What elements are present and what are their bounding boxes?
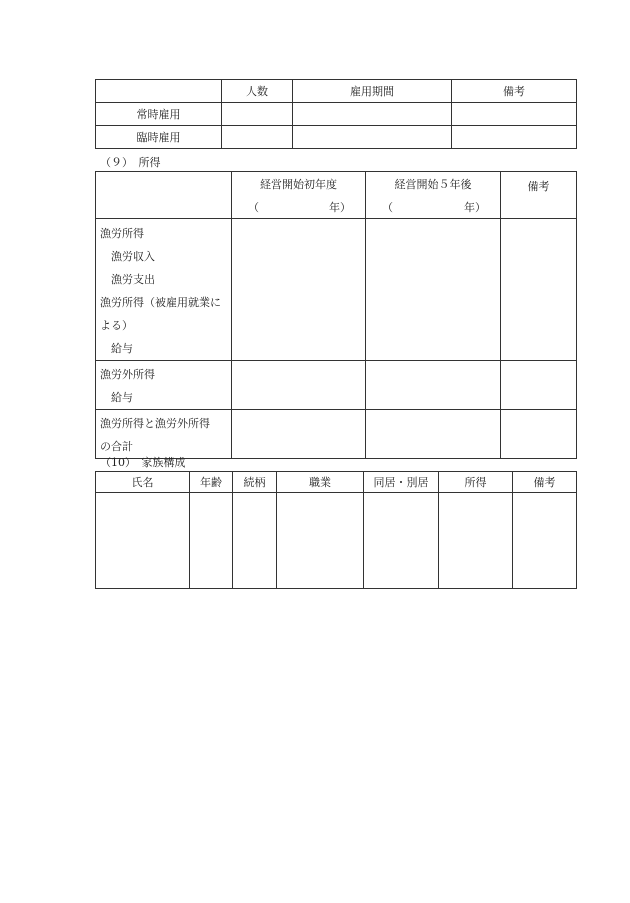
- income-cell: [232, 219, 366, 361]
- family-cell: [439, 493, 513, 589]
- family-section-label: （10） 家族構成: [100, 456, 186, 469]
- non-fishing-income-label: 漁労外所得: [100, 368, 155, 381]
- income-table: [95, 171, 577, 459]
- income-cell: [501, 361, 577, 410]
- employment-row-temporary: 臨時雇用: [96, 126, 222, 149]
- family-header-relation: 続柄: [233, 472, 277, 493]
- employment-cell: [293, 126, 452, 149]
- family-cell: [190, 493, 233, 589]
- income-section-label: （９） 所得: [100, 156, 161, 169]
- family-header-cohabitation: 同居・別居: [364, 472, 439, 493]
- family-cell: [513, 493, 577, 589]
- non-fishing-salary-label: 給与: [100, 391, 133, 404]
- year-paren-close: 年）: [464, 201, 486, 214]
- income-cell: [366, 410, 501, 459]
- total-income-label-cont: の合計: [100, 440, 133, 453]
- income-cell: [366, 361, 501, 410]
- income-cell: [232, 361, 366, 410]
- fishing-employed-label: 漁労所得（被雇用就業に: [100, 296, 221, 309]
- total-income-label: 漁労所得と漁労外所得: [100, 417, 210, 430]
- employment-cell: [222, 103, 293, 126]
- family-header-remarks: 備考: [513, 472, 577, 493]
- family-cell: [96, 493, 190, 589]
- income-header-first-year: [232, 172, 366, 219]
- employment-cell: [452, 126, 577, 149]
- family-header-name: 氏名: [96, 472, 190, 493]
- income-group-non-fishing: [96, 361, 232, 410]
- fishing-income-label: 漁労所得: [100, 227, 144, 240]
- family-cell: [364, 493, 439, 589]
- fishing-revenue-label: 漁労収入: [100, 250, 155, 263]
- first-year-label: 経営開始初年度: [260, 178, 337, 191]
- income-cell: [501, 410, 577, 459]
- income-header-remarks: 備考: [501, 172, 577, 219]
- income-group-fishing: [96, 219, 232, 361]
- employment-cell: [293, 103, 452, 126]
- employment-table: [95, 79, 577, 149]
- employment-header-count: 人数: [222, 80, 293, 103]
- fifth-year-label: 経営開始５年後: [394, 178, 472, 191]
- family-cell: [233, 493, 277, 589]
- family-table: [95, 471, 577, 589]
- year-paren-open: （: [382, 201, 393, 214]
- family-header-age: 年齢: [190, 472, 233, 493]
- fishing-employed-label-cont: よる）: [100, 319, 133, 332]
- fishing-salary-label: 給与: [100, 342, 133, 355]
- employment-header-remarks: 備考: [452, 80, 577, 103]
- family-cell: [277, 493, 364, 589]
- income-header-blank: [96, 172, 232, 219]
- income-cell: [366, 219, 501, 361]
- income-group-total: [96, 410, 232, 459]
- income-header-fifth-year: [366, 172, 501, 219]
- fishing-expense-label: 漁労支出: [100, 273, 155, 286]
- employment-header-period: 雇用期間: [293, 80, 452, 103]
- income-cell: [501, 219, 577, 361]
- family-header-occupation: 職業: [277, 472, 364, 493]
- year-paren-open: （: [248, 201, 259, 214]
- income-cell: [232, 410, 366, 459]
- employment-header-blank: [96, 80, 222, 103]
- year-paren-close: 年）: [329, 201, 351, 214]
- employment-cell: [452, 103, 577, 126]
- employment-cell: [222, 126, 293, 149]
- employment-row-permanent: 常時雇用: [96, 103, 222, 126]
- family-header-income: 所得: [439, 472, 513, 493]
